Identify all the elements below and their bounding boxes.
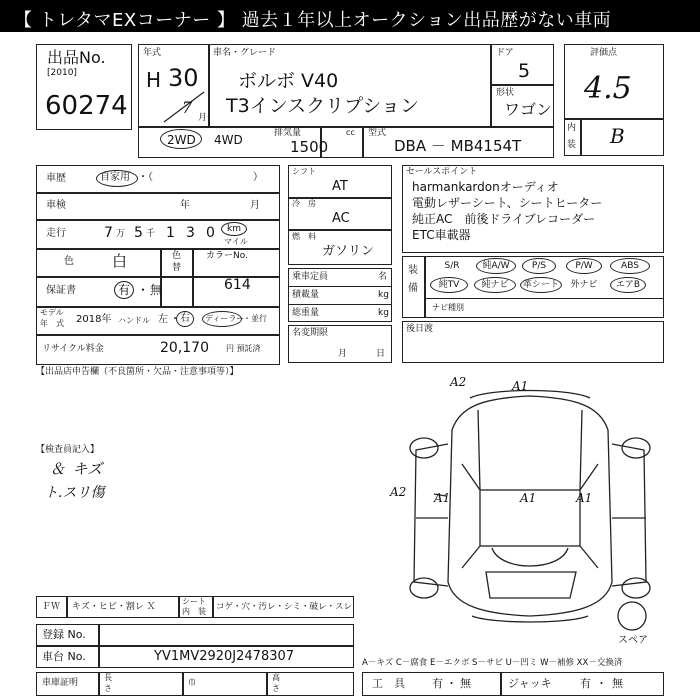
model-year-label-2: 年 式 [40,319,64,328]
ac-label: 冷 房 [292,199,316,208]
history-label: 車歴 [46,173,66,184]
mileage-unit-km: km [227,224,241,234]
color-value: 白 [112,252,128,270]
model-value: DBA － MB4154T [394,137,522,155]
drive-2wd: 2WD [167,133,196,147]
inspector-note-1: ＆ キズ [50,460,103,478]
tools-sep: ・ [446,677,457,690]
diagram-mark-4: A1 [434,491,451,505]
mileage-sen: 5 [134,225,143,241]
diagram-mark-2: A1 [512,379,529,393]
shape-label: 形状 [496,88,515,98]
mileage-d3: 0 [206,225,215,241]
repaint-label-2: 替 [172,263,182,273]
ac-value: AC [332,211,350,226]
equip-external-navi: 外ナビ [570,280,598,290]
equipment-label-1: 装 [408,265,418,276]
year-era: H [146,68,162,92]
after-delivery-label: 後日渡 [406,324,434,334]
year-month: 7 [182,98,193,117]
car-grade: T3インスクリプション [226,95,419,117]
doors-label: ドア [496,48,514,58]
mileage-label: 走行 [46,228,66,239]
cert-width: 巾 [188,678,196,687]
tools-label: 工 具 [372,677,405,690]
legend-seat-label-1: シート [182,597,206,606]
diagram-mark-1: A2 [450,375,467,389]
cert-height-a: 高 [272,673,280,682]
sales-point-1: harmankardonオーディオ [412,180,559,194]
equip-navi: 純ナビ [481,280,509,290]
load-unit: kg [378,290,389,300]
spare-tire-circle [618,602,646,630]
recycle-unit: 円 預託済 [226,344,261,353]
lot-stamp: [2010] [47,68,77,78]
capacity-unit: 名 [378,272,388,282]
vin-label: 車台 No. [42,650,86,663]
car-name: ボルボ V40 [238,70,339,92]
history-circled: 自家用 [100,172,130,183]
sales-point-2: 電動レザーシート、シートヒーター [412,196,603,210]
name-change-month: 月 [338,349,348,359]
inspection-year-unit: 年 [180,200,190,211]
mileage-unit-mile: マイル [224,237,248,246]
name-change-label: 名変期限 [292,328,329,338]
jack-yes: 有 [580,677,591,690]
lot-number: 60274 [45,91,128,121]
spare-label: スペア [618,635,648,646]
equip-leather: 革シート [522,280,559,290]
inspection-label: 車検 [46,200,66,211]
dealer: ディーラー [205,314,245,323]
equip-airbag: エアB [615,280,641,290]
warranty-no: 無 [150,283,163,297]
lot-box [36,44,132,130]
car-body-outline [448,396,612,616]
page-header [0,0,700,32]
tools-yes: 有 [432,677,443,690]
diagram-mark-5: A1 [520,491,537,505]
after-delivery-box [402,321,664,363]
inspector-note-2: ト.スリ傷 [44,485,105,501]
handle-sep: ・ [170,314,180,325]
history-rest: ・（ ） [138,172,263,183]
interior-label-1: 内 [567,123,577,133]
equip-ps: P/S [531,261,547,271]
year-label: 年式 [143,48,162,58]
diagram-mark-6: A1 [576,491,593,505]
certificate-label: 車庫証明 [42,678,79,688]
score-value: 4.5 [584,71,632,106]
registration-label: 登録 No. [42,628,86,641]
jack-sep: ・ [596,677,607,690]
load-label: 積載量 [292,290,320,300]
damage-codes: A－キズ C－腐食 E－エクボ S－サビ U－凹ミ W－補修 XX－交換済 [362,658,623,668]
cert-length-b: さ [104,684,112,693]
jack-no: 無 [612,677,623,690]
equip-aw: 純A/W [482,261,510,271]
shape-value: ワゴン [504,100,553,119]
model-year-value: 2018年 [76,314,112,325]
handle-left: 左 [158,314,168,325]
legend-seat-text: コゲ・穴・汚レ・シミ・破レ・スレ [216,602,353,612]
doors-value: 5 [518,60,531,82]
diagram-mark-3: A2 [390,485,407,499]
navi-type-label: ナビ種別 [432,303,464,312]
mileage-man-unit: 万 [116,229,126,239]
shift-value: AT [332,179,348,194]
fuel-value: ガソリン [322,244,375,259]
equip-tv: 純TV [438,280,460,290]
warranty-label: 保証書 [46,285,76,296]
lot-label: 出品No. [47,48,106,67]
model-label: 型式 [368,128,387,138]
interior-label-2: 装 [567,140,577,150]
shift-label: シフト [292,167,316,176]
weight-label: 総重量 [292,308,320,318]
legend-fw-text: キズ・ヒビ・割レ Ｘ [72,602,156,612]
handle-right: 右 [180,313,190,324]
interior-value: B [610,124,625,148]
name-change-day: 日 [376,349,386,359]
score-label: 評価点 [590,48,618,58]
mileage-d2: 3 [186,225,195,241]
capacity-label: 乗車定員 [292,272,329,282]
cert-height-b: さ [272,684,280,693]
mileage-sen-unit: 千 [146,229,156,239]
jack-label: ジャッキ [508,677,552,690]
color-code-label: カラーNo. [206,251,248,261]
equipment-label-2: 備 [408,283,418,294]
inspector-label: 【検査員記入】 [36,445,100,455]
recycle-value: 20,170 [160,340,209,356]
model-year-label-1: モデル [40,308,64,317]
color-code: 614 [224,277,251,293]
repaint-label-1: 色 [172,251,182,261]
tools-no: 無 [460,677,471,690]
handle-label: ハンドル [118,316,150,325]
sales-point-3: 純正AC 前後ドライブレコーダー [412,212,596,226]
engine-label: 排気量 [274,128,302,138]
recycle-label: リサイクル料金 [42,344,104,354]
seller-notes-label: 【出品店申告欄（不良箇所・欠品・注意事項等）】 [36,367,239,377]
warranty-sep: ・ [137,283,150,297]
color-label: 色 [64,256,74,267]
equip-sr: S/R [444,261,460,271]
equip-abs: ABS [621,261,639,271]
year-value: 30 [168,64,199,92]
engine-value: 1500 [290,138,329,156]
year-month-unit: 月 [198,113,208,123]
sales-points-label: セールスポイント [406,167,478,177]
engine-unit: cc [346,128,355,137]
equip-pw: P/W [575,261,593,271]
fuel-label: 燃 料 [292,232,316,241]
header-title: 【 トレタマEXコーナー 】 過去１年以上オークション出品歴がない車両 [14,10,612,31]
weight-unit: kg [378,308,389,318]
legend-seat-label-2: 内 装 [182,607,206,616]
mileage-man: 7 [104,225,113,241]
sales-point-4: ETC車載器 [412,228,471,242]
car-label: 車名・グレード [213,48,277,58]
cert-length-a: 長 [104,673,112,682]
vin-value: YV1MV2920J2478307 [154,649,295,664]
warranty-yes: 有 [118,283,131,297]
inspection-month-unit: 月 [250,200,260,211]
drive-4wd: 4WD [214,133,243,147]
parallel: ・並行 [243,314,267,323]
mileage-d1: 1 [166,225,175,241]
legend-fw-label: ＦＷ [42,602,61,612]
